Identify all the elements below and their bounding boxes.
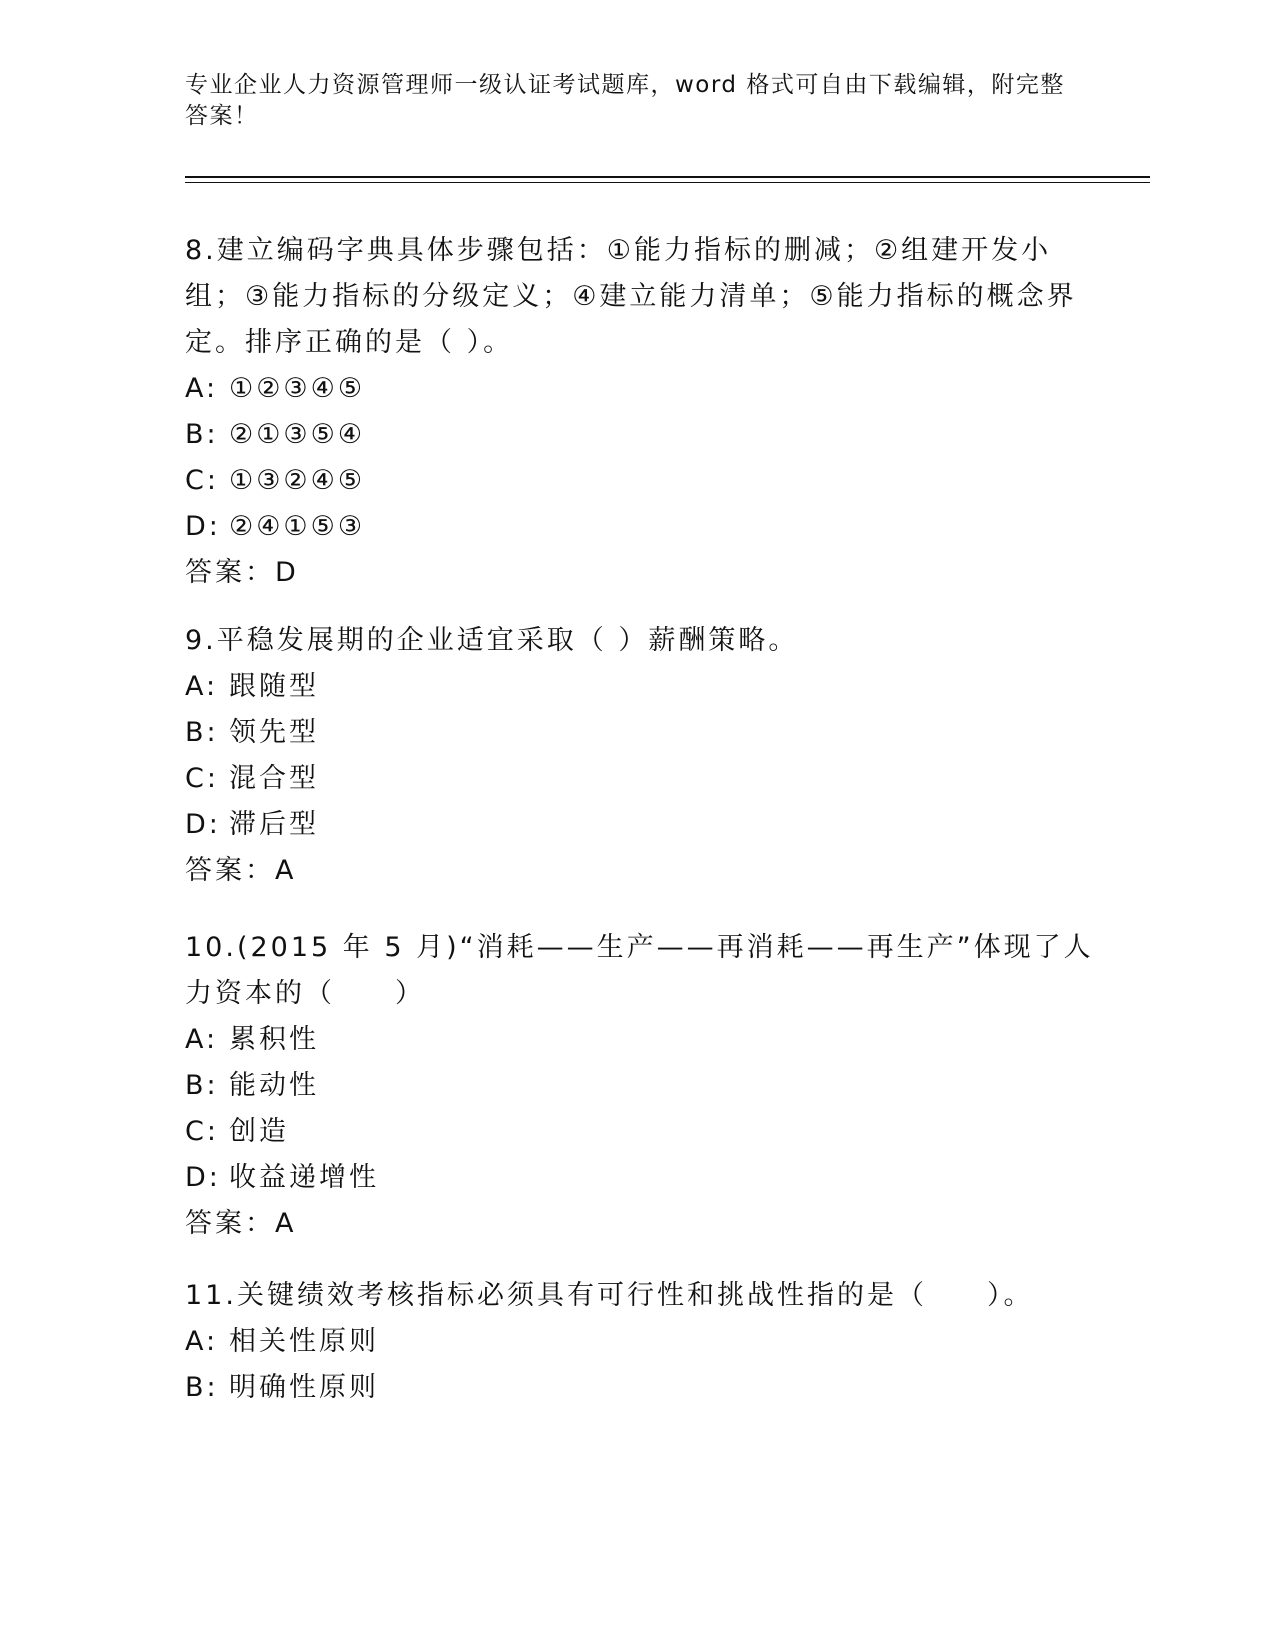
option-text: 混合型 (229, 763, 319, 794)
answer-label: 答案： (185, 855, 275, 886)
header-divider-thin (185, 182, 1150, 183)
option-letter: D: (185, 511, 221, 542)
option-text: 跟随型 (229, 671, 319, 702)
option-d (185, 504, 1105, 550)
option-letter: B: (185, 1070, 219, 1101)
option-text: ①②③④⑤ (229, 373, 366, 404)
option-d (185, 802, 1105, 848)
option-c (185, 458, 1105, 504)
option-letter: B: (185, 419, 219, 450)
option-letter: B: (185, 1372, 219, 1403)
option-text: 滞后型 (229, 809, 319, 840)
option-text: 相关性原则 (229, 1326, 379, 1357)
question-9 (185, 618, 1105, 894)
header-divider-thick (185, 176, 1150, 178)
option-text: 领先型 (229, 717, 319, 748)
option-letter: D: (185, 809, 221, 840)
option-letter: C: (185, 763, 219, 794)
option-a (185, 366, 1105, 412)
option-text: ①③②④⑤ (229, 465, 366, 496)
option-letter: A: (185, 1326, 219, 1357)
question-11 (185, 1273, 1105, 1411)
question-8 (185, 228, 1105, 596)
option-text: 创造 (229, 1116, 289, 1147)
option-d (185, 1155, 1105, 1201)
page-header: 专业企业人力资源管理师一级认证考试题库，word 格式可自由下载编辑，附完整答案！ (185, 72, 1065, 129)
option-b (185, 412, 1105, 458)
answer-value: A (275, 1208, 297, 1239)
option-b (185, 1063, 1105, 1109)
option-text: ②①③⑤④ (229, 419, 366, 450)
option-letter: C: (185, 1116, 219, 1147)
option-letter: D: (185, 1162, 221, 1193)
option-a (185, 1319, 1105, 1365)
answer-line (185, 1201, 1105, 1247)
option-a (185, 1017, 1105, 1063)
option-text: 明确性原则 (229, 1372, 379, 1403)
question-text: 9.平稳发展期的企业适宜采取（ ）薪酬策略。 (185, 625, 799, 656)
option-letter: C: (185, 465, 219, 496)
option-b (185, 1365, 1105, 1411)
option-b (185, 710, 1105, 756)
answer-line (185, 848, 1105, 894)
question-10 (185, 925, 1105, 1247)
option-text: 收益递增性 (229, 1162, 379, 1193)
question-text: 10.(2015 年 5 月)“消耗——生产——再消耗——再生产”体现了人力资本的（ ） (185, 932, 1094, 1009)
option-letter: A: (185, 1024, 219, 1055)
answer-label: 答案： (185, 557, 275, 588)
option-text: 累积性 (229, 1024, 319, 1055)
option-letter: B: (185, 717, 219, 748)
option-letter: A: (185, 671, 219, 702)
option-c (185, 1109, 1105, 1155)
question-text: 8.建立编码字典具体步骤包括：①能力指标的删减；②组建开发小组；③能力指标的分级定义；④建立能力清单；⑤能力指标的概念界定。排序正确的是（ ）。 (185, 235, 1077, 358)
option-text: ②④①⑤③ (229, 511, 366, 542)
option-c (185, 756, 1105, 802)
option-a (185, 664, 1105, 710)
answer-label: 答案： (185, 1208, 275, 1239)
option-text: 能动性 (229, 1070, 319, 1101)
answer-value: A (275, 855, 297, 886)
answer-value: D (275, 557, 299, 588)
option-letter: A: (185, 373, 219, 404)
answer-line (185, 550, 1105, 596)
question-text: 11.关键绩效考核指标必须具有可行性和挑战性指的是（ ）。 (185, 1280, 1034, 1311)
